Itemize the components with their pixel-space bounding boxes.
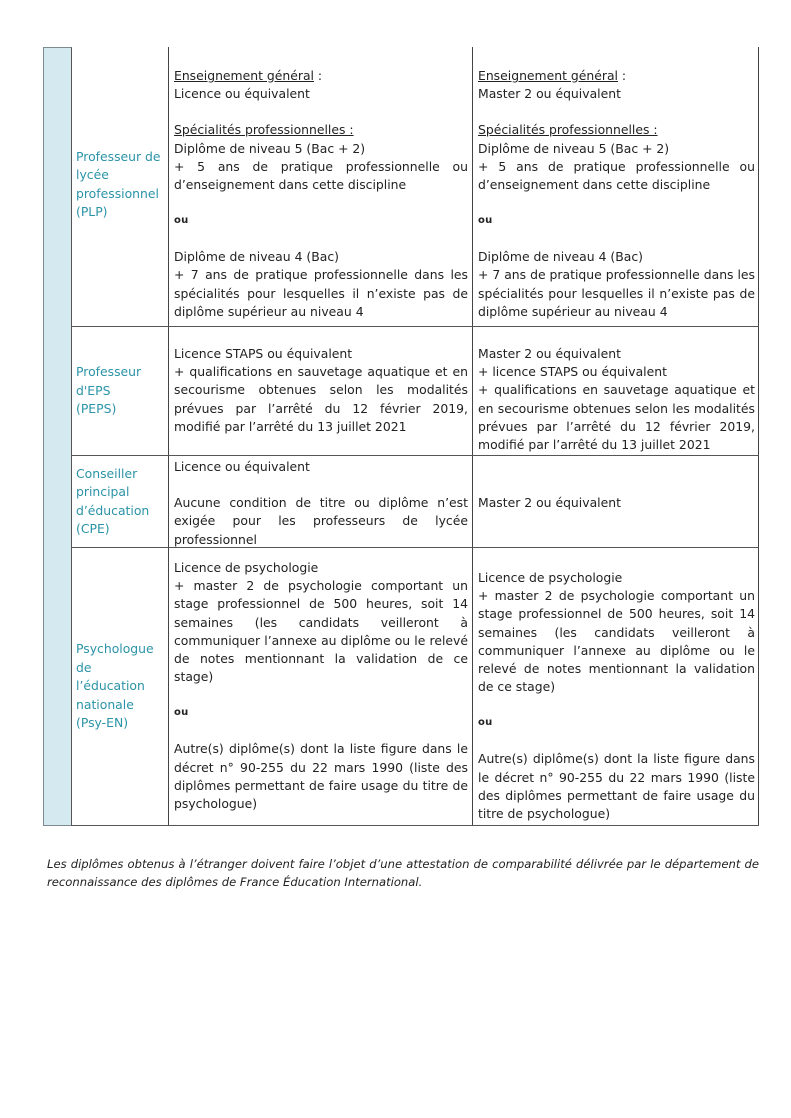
title-line: Conseiller: [76, 465, 138, 481]
requirement-line: + master 2 de psychologie comportant un stage professionnel de 500 heures, soit 14 semaines (les candidats veilleront à communiquer l’annexe au diplôme ou le relevé de notes mentionnant la validation de ce stage): [174, 578, 468, 685]
requirement-line: Autre(s) diplôme(s) dont la liste figure dans le décret n° 90-255 du 22 mars 1990 (liste des diplômes permettant de faire usage du titre de psychologue): [478, 751, 755, 822]
title-line: Professeur: [76, 364, 142, 380]
general-heading-line: [174, 67, 468, 85]
current-requirement-cell: [168, 548, 472, 825]
title-line: Professeur de: [76, 148, 161, 164]
or-separator: ou: [478, 215, 493, 227]
alt-line: Diplôme de niveau 4 (Bac): [174, 249, 339, 265]
requirement-line: Aucune condition de titre ou diplôme n’est exigée pour les professeurs de lycée professionnel: [174, 495, 468, 547]
table-row-plp: [71, 47, 759, 327]
title-line: (PLP): [76, 204, 108, 219]
spec-heading: Spécialités professionnelles :: [478, 122, 658, 138]
spec-line: + 5 ans de pratique professionnelle ou d’enseignement dans cette discipline: [174, 158, 468, 193]
row-header-strip: [43, 47, 72, 826]
row-title-cpe: [71, 456, 168, 547]
title-line: Psychologue: [76, 641, 154, 657]
new-requirement-cell: [472, 456, 759, 547]
requirement-line: Licence STAPS ou équivalent: [174, 346, 353, 361]
requirement-line: + qualifications en sauvetage aquatique et en secourisme obtenues selon les modalités prévues par l’arrêté du 12 février 2019, modifié par l’arrêté du 13 juillet 2021: [174, 364, 468, 434]
or-separator: ou: [478, 717, 493, 729]
colon: :: [313, 68, 323, 83]
general-heading: Enseignement général: [478, 68, 618, 83]
title-line: (PEPS): [76, 401, 117, 417]
title-line: de: [76, 659, 92, 675]
requirement-line: + qualifications en sauvetage aquatique et en secourisme obtenues selon les modalités prévues par l’arrêté du 12 février 2019, modifié par l’arrêté du 13 juillet 2021: [478, 382, 755, 453]
or-separator: ou: [174, 707, 189, 719]
footnote: Les diplômes obtenus à l’étranger doivent faire l’objet d’une attestation de comparabilité délivrée par le département de reconnaissance des diplômes de France Éducation International.: [47, 856, 759, 889]
title-line: d’éducation: [76, 502, 150, 518]
alt-line: Diplôme de niveau 4 (Bac): [478, 249, 643, 265]
requirement-line: Master 2 ou équivalent: [478, 346, 621, 361]
title-line: principal: [76, 484, 130, 499]
requirement-line: Master 2 ou équivalent: [478, 495, 621, 510]
spec-line: Diplôme de niveau 5 (Bac + 2): [478, 140, 670, 156]
title-line: d'EPS: [76, 382, 111, 398]
spec-heading: Spécialités professionnelles :: [174, 122, 354, 138]
alt-line: + 7 ans de pratique professionnelle dans les spécialités pour lesquelles il n’existe pas de diplôme supérieur au niveau 4: [174, 267, 468, 319]
current-requirement-cell: [168, 47, 472, 326]
requirement-line: Autre(s) diplôme(s) dont la liste figure dans le décret n° 90-255 du 22 mars 1990 (liste des diplômes permettant de faire usage du titre de psychologue): [174, 741, 468, 812]
requirement-line: Licence de psychologie: [478, 570, 623, 585]
current-requirement-cell: [168, 327, 472, 455]
new-requirement-cell: [472, 548, 759, 825]
title-line: l’éducation: [76, 678, 145, 694]
title-line: (Psy-EN): [76, 715, 129, 731]
table-row-peps: [71, 327, 759, 456]
general-value: Licence ou équivalent: [174, 86, 310, 102]
requirement-line: Licence ou équivalent: [174, 459, 310, 474]
title-line: nationale: [76, 696, 134, 712]
new-requirement-cell: [472, 47, 759, 326]
requirement-line: Licence de psychologie: [174, 560, 319, 575]
general-value: Master 2 ou équivalent: [478, 86, 621, 102]
general-heading: Enseignement général: [174, 68, 314, 83]
general-heading-line: [478, 67, 755, 85]
requirement-line: + licence STAPS ou équivalent: [478, 364, 667, 380]
row-title-psyen: [71, 548, 168, 825]
row-title-plp: [71, 47, 168, 326]
alt-line: + 7 ans de pratique professionnelle dans les spécialités pour lesquelles il n’existe pas de diplôme supérieur au niveau 4: [478, 267, 755, 319]
table-row-cpe: [71, 456, 759, 548]
requirement-line: + master 2 de psychologie comportant un stage professionnel de 500 heures, soit 14 semaines (les candidats veilleront à communiquer l’annexe au diplôme ou le relevé de notes mentionnant la validation de ce stage): [478, 588, 755, 695]
row-title-peps: [71, 327, 168, 455]
new-requirement-cell: [472, 327, 759, 455]
title-line: lycée: [76, 167, 109, 182]
requirements-table: [71, 47, 759, 826]
or-separator: ou: [174, 215, 189, 227]
spec-line: + 5 ans de pratique professionnelle ou d’enseignement dans cette discipline: [478, 158, 755, 193]
title-line: (CPE): [76, 521, 110, 536]
colon: :: [617, 68, 627, 83]
current-requirement-cell: [168, 456, 472, 547]
table-row-psyen: [71, 548, 759, 826]
title-line: professionnel: [76, 185, 159, 201]
spec-line: Diplôme de niveau 5 (Bac + 2): [174, 140, 366, 156]
